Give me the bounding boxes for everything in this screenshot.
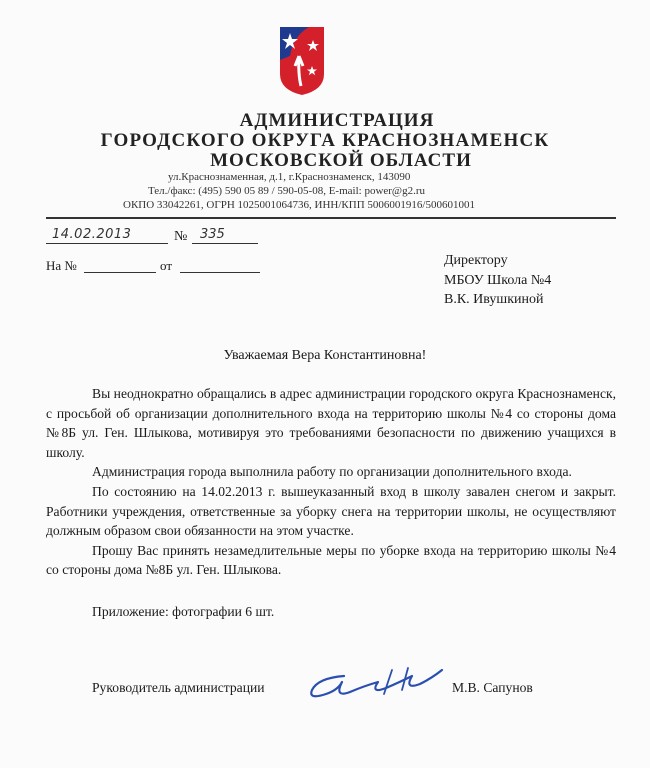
outgoing-date: 14.02.2013 <box>46 227 168 244</box>
org-phone-email: Тел./факс: (495) 590 05 89 / 590-05-08, E-mail: power@g2.ru <box>148 185 425 197</box>
body-paragraph-1: Вы неоднократно обращались в адрес администрации городского округа Краснознаменск, с просьбой об организации дополнительного входа на территорию школы №4 со стороны дома №8Б ул. Ген. Шлыкова, мотивируя это требованиями безопасности по движению учащихся в школу. <box>46 386 616 460</box>
addressee-organization: МБОУ Школа №4 <box>444 273 552 288</box>
signature-icon <box>304 664 454 704</box>
reply-to-label: На № <box>46 258 77 273</box>
signatory-title: Руководитель администрации <box>92 680 265 695</box>
org-address: ул.Краснознаменная, д.1, г.Краснознаменск, 143090 <box>168 171 411 183</box>
addressee-name: В.К. Ивушкиной <box>444 292 544 307</box>
outgoing-number: 335 <box>192 227 258 244</box>
reply-from-blank <box>180 258 260 273</box>
city-emblem-icon <box>279 26 325 96</box>
body-paragraph-4: Прошу Вас принять незамедлительные меры по уборке входа на территорию школы №4 со стороны дома №8Б ул. Ген. Шлыкова. <box>46 542 616 578</box>
org-registry-codes: ОКПО 33042261, ОГРН 1025001064736, ИНН/КПП 5006001916/500601001 <box>123 199 475 211</box>
outgoing-number-label: № <box>174 229 188 244</box>
reply-from-label: от <box>160 258 173 273</box>
reply-to-blank <box>84 258 156 273</box>
org-title-line3: МОСКОВСКОЙ ОБЛАСТИ <box>210 150 472 171</box>
attachment-note: Приложение: фотографии 6 шт. <box>92 604 275 619</box>
org-title-line2: ГОРОДСКОГО ОКРУГА КРАСНОЗНАМЕНСК <box>100 130 550 151</box>
addressee-position: Директору <box>444 253 508 268</box>
signatory-name: М.В. Сапунов <box>452 680 533 695</box>
letter-body <box>46 384 616 580</box>
salutation: Уважаемая Вера Константиновна! <box>223 348 427 363</box>
org-title-line1: АДМИНИСТРАЦИЯ <box>239 110 435 131</box>
body-paragraph-2: Администрация города выполнила работу по организации дополнительного входа. <box>92 464 572 480</box>
letterhead-divider <box>46 217 616 219</box>
body-paragraph-3: По состоянию на 14.02.2013 г. вышеуказанный вход в школу завален снегом и закрыт. Работники учреждения, ответственные за уборку снега на территории школы, не осуществляют должным образом свои обязанности на этом участке. <box>46 483 616 539</box>
